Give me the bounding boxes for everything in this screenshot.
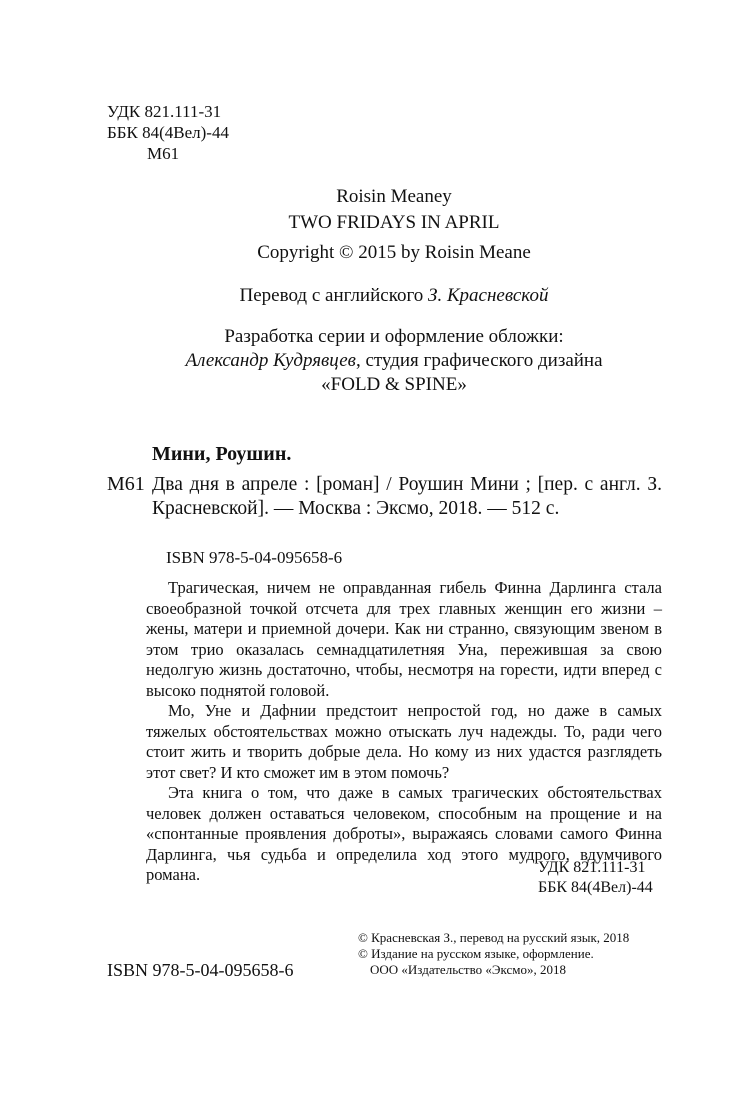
annotation-paragraph: Трагическая, ничем не оправданная гибель Финна Дарлинга стала своеобразной точкой отсчета для трех главных женщин его жизни – жены, матери и приемной дочери. Как ни странно, связующим звеном в этом трио оказалась семнадцатилетняя Уна, пережившая за свою недолгую жизнь достаточно, чтобы, несмотря на горести, идти вперед с высоко поднятой головой. <box>146 578 662 700</box>
original-author: Roisin Meaney <box>336 186 452 207</box>
copyright-block <box>358 930 629 978</box>
copyright-translation: © Красневская З., перевод на русский язык, 2018 <box>358 930 630 945</box>
annotation-paragraph: Мо, Уне и Дафнии предстоит непростой год, но даже в самых тяжелых обстоятельствах можно отыскать луч надежды. То, ради чего стоит жить и творить добрые дела. Но кому из них удастся разглядеть этот свет? И кто сможет им в этом помочь? <box>146 701 662 782</box>
translation-prefix: Перевод с английского <box>239 285 424 306</box>
copyright-edition: © Издание на русском языке, оформление. <box>358 946 594 961</box>
author-code: М61 <box>147 144 180 163</box>
bibliography-author: Мини, Роушин. <box>152 443 292 465</box>
udk-code: УДК 821.111-31 <box>107 102 222 121</box>
annotation <box>146 578 662 886</box>
copyright-publisher: ООО «Издательство «Эксмо», 2018 <box>370 962 566 977</box>
bibliography-code: М61 <box>107 473 145 495</box>
bbk-code: ББК 84(4Вел)-44 <box>107 123 229 142</box>
bibliography-isbn: ISBN 978-5-04-095658-6 <box>166 548 343 567</box>
designer-name: Александр Кудрявцев <box>185 350 356 371</box>
footer-isbn: ISBN 978-5-04-095658-6 <box>107 960 294 980</box>
design-credit-line <box>0 350 738 372</box>
translation-credit <box>0 285 738 307</box>
original-copyright: Copyright © 2015 by Roisin Meane <box>257 242 531 263</box>
design-credit-label: Разработка серии и оформление обложки: <box>224 326 564 347</box>
design-studio-text: , студия графического дизайна <box>355 350 603 371</box>
annotation-paragraph: Эта книга о том, что даже в самых трагических обстоятельствах человек должен оставаться человеком, способным на прощение и на «спонтанные проявления доброты», выражаясь словами самого Финна Дарлинга, чья судьба и определила ход этого мудрого, вдумчивого романа. <box>146 783 662 884</box>
footer-udk: УДК 821.111-31 <box>538 859 646 876</box>
footer-codes <box>538 858 653 898</box>
original-title: TWO FRIDAYS IN APRIL <box>288 212 500 233</box>
classification-codes <box>107 101 229 164</box>
bibliography-description: Два дня в апреле : [роман] / Роушин Мини ; [пер. с англ. З. Красневской]. — Москва : Эксмо, 2018. — 512 с. <box>152 474 662 519</box>
translator-name: З. Красневской <box>428 285 549 306</box>
footer-bbk: ББК 84(4Вел)-44 <box>538 879 653 896</box>
design-studio-name: «FOLD & SPINE» <box>321 374 467 395</box>
